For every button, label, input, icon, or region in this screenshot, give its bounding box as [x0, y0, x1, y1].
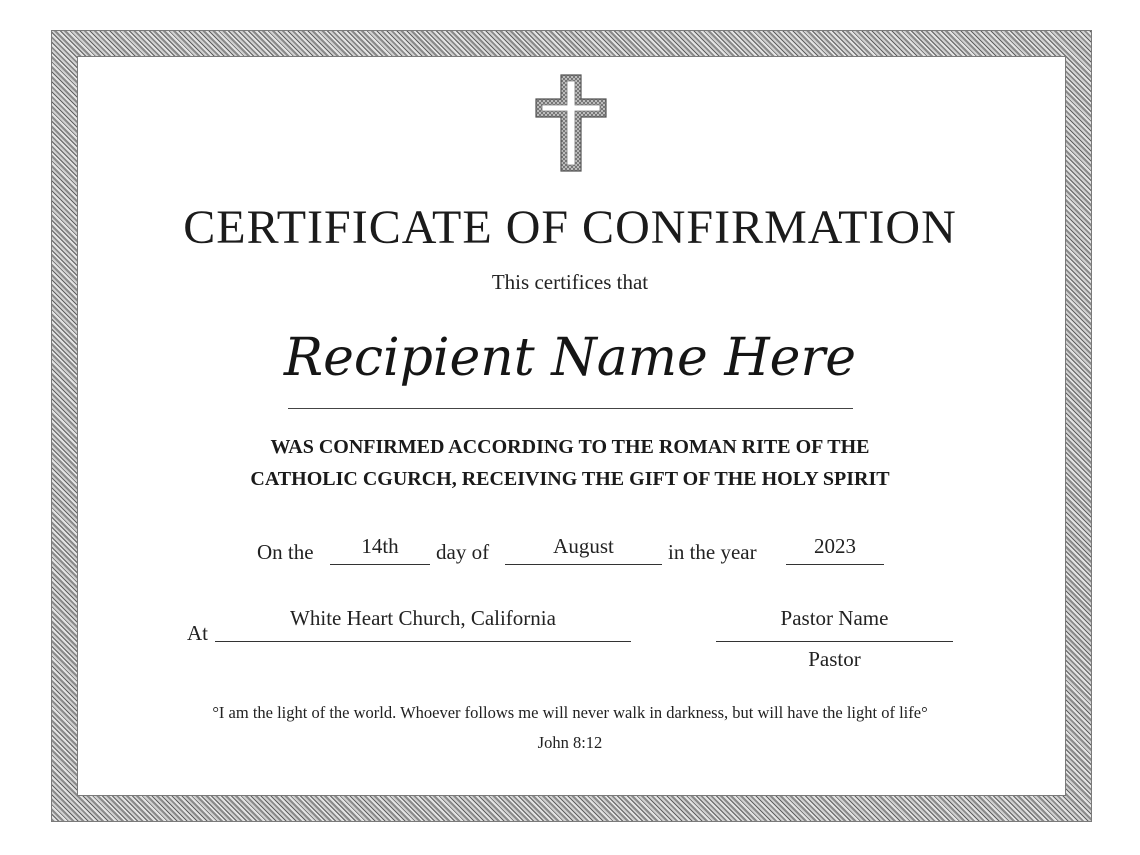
date-suffix: in the year	[668, 540, 757, 564]
day-blank	[330, 564, 430, 565]
statement-line-1: WAS CONFIRMED ACCORDING TO THE ROMAN RITE OF THE	[270, 436, 870, 458]
date-line	[0, 532, 1140, 572]
pastor-role: Pastor	[808, 647, 861, 671]
day-value: 14th	[361, 534, 399, 558]
scripture-reference: John 8:12	[537, 733, 603, 752]
recipient-name: Recipient Name Here	[283, 328, 857, 388]
signature-line	[716, 641, 953, 642]
location-blank	[215, 641, 631, 642]
cross-icon	[534, 73, 608, 173]
month-value: August	[553, 534, 614, 558]
pastor-name: Pastor Name	[780, 606, 889, 630]
date-prefix: On the	[257, 540, 314, 564]
location-prefix: At	[187, 621, 208, 645]
year-blank	[786, 564, 884, 565]
recipient-underline	[288, 408, 853, 409]
certificate-title: CERTIFICATE OF CONFIRMATION	[183, 201, 957, 254]
date-mid: day of	[436, 540, 490, 564]
location-value: White Heart Church, California	[290, 606, 556, 630]
scripture-quote: °I am the light of the world. Whoever follows me will never walk in darkness, but will have the light of life°	[212, 703, 928, 722]
month-blank	[505, 564, 662, 565]
certificate-subtitle: This certifices that	[491, 270, 649, 294]
year-value: 2023	[814, 534, 856, 558]
statement-line-2: CATHOLIC CGURCH, RECEIVING THE GIFT OF THE HOLY SPIRIT	[250, 468, 890, 490]
